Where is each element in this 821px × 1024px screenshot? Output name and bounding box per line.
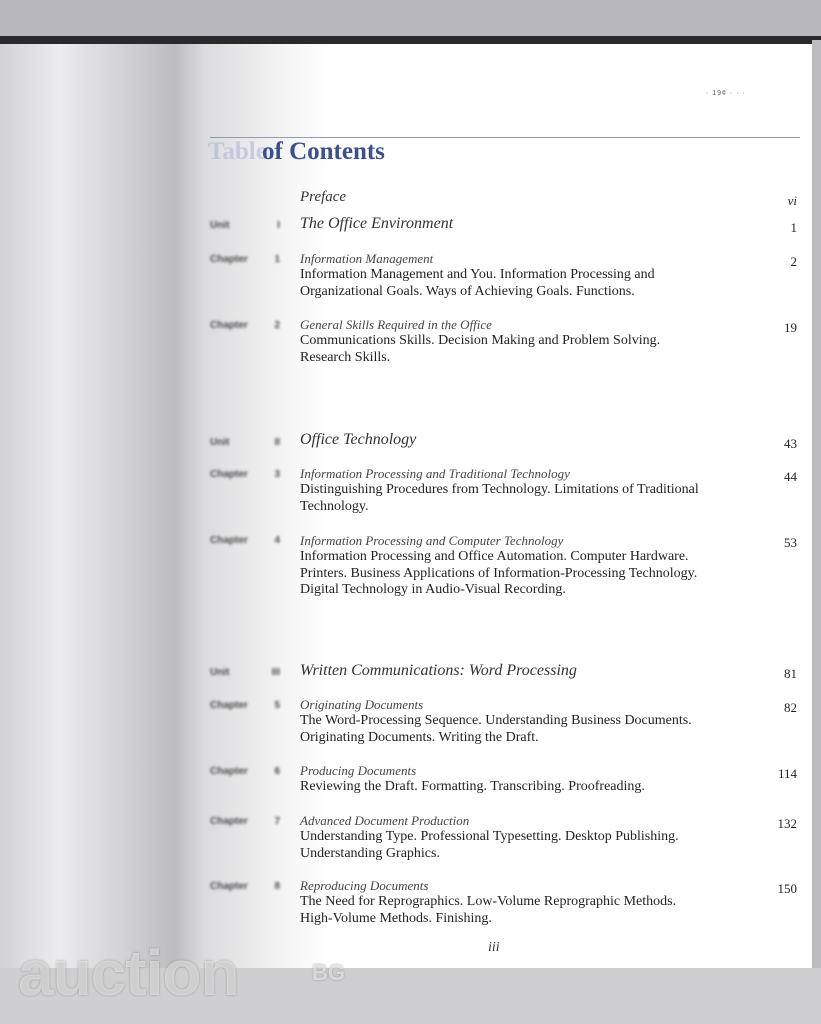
scanner-top-band	[0, 0, 821, 40]
chapter-page: 19	[784, 320, 797, 335]
chapter-label-7: Chapter 7	[210, 816, 280, 827]
unit-label-2: Unit II	[210, 437, 280, 448]
chapter-title: Information Management	[300, 251, 434, 266]
toc-chapter-5	[300, 696, 740, 746]
chapter-topics-line: Distinguishing Procedures from Technology. Limitations of Traditional	[300, 482, 699, 497]
unit-title: Written Communications: Word Processing	[300, 662, 577, 679]
chapter-page: 114	[777, 766, 797, 781]
unit-label-1: Unit I	[210, 220, 280, 231]
chapter-topics-line: Organizational Goals. Ways of Achieving Goals. Functions.	[300, 283, 635, 299]
chapter-topics-line: Digital Technology in Audio-Visual Recording.	[300, 582, 566, 597]
chapter-topics-line: Originating Documents. Writing the Draft.	[300, 729, 539, 745]
chapter-title: Reproducing Documents	[300, 878, 429, 893]
chapter-page: 132	[777, 816, 797, 831]
unit-page: 43	[784, 436, 797, 451]
chapter-topics-line: Printers. Business Applications of Information-Processing Technology.	[300, 565, 698, 581]
preface-title: Preface	[300, 189, 347, 205]
chapter-title: Information Processing and Computer Technology	[300, 533, 564, 548]
chapter-page: 82	[784, 700, 797, 715]
chapter-title: General Skills Required in the Office	[300, 317, 492, 332]
chapter-title: Advanced Document Production	[300, 813, 470, 828]
chapter-topics-line: The Word-Processing Sequence. Understanding Business Documents.	[300, 713, 692, 728]
toc-chapter-2	[300, 316, 740, 366]
chapter-topics-line: Understanding Type. Professional Typesetting. Desktop Publishing.	[300, 829, 679, 844]
chapter-topics-line: Understanding Graphics.	[300, 845, 440, 861]
chapter-topics-line: Reviewing the Draft. Formatting. Transcribing. Proofreading.	[300, 779, 645, 794]
toc-unit-1	[300, 214, 740, 234]
corner-mark: · 19¢ · · ·	[706, 90, 746, 97]
chapter-label-4: Chapter 4	[210, 535, 280, 546]
chapter-label-2: Chapter 2	[210, 320, 280, 331]
toc-preface	[300, 187, 740, 207]
watermark-logo-suffix: BG	[312, 960, 345, 985]
toc-chapter-1	[300, 250, 740, 300]
unit-title: The Office Environment	[300, 215, 454, 232]
unit-label-3: Unit III	[210, 667, 280, 678]
toc-chapter-6	[300, 762, 740, 796]
chapter-title: Information Processing and Traditional Technology	[300, 466, 570, 481]
toc-chapter-4	[300, 532, 740, 599]
watermark-logo: auction	[18, 937, 239, 1009]
page-title: of Contents	[262, 138, 385, 165]
chapter-topics-line: Information Processing and Office Automation. Computer Hardware.	[300, 549, 689, 564]
chapter-title: Producing Documents	[300, 763, 417, 778]
chapter-label-3: Chapter 3	[210, 469, 280, 480]
chapter-topics-line: Research Skills.	[300, 349, 391, 365]
chapter-title: Originating Documents	[300, 697, 424, 712]
chapter-topics-line: High-Volume Methods. Finishing.	[300, 910, 492, 926]
chapter-topics-line: Information Management and You. Information Processing and	[300, 267, 655, 282]
chapter-label-5: Chapter 5	[210, 700, 280, 711]
toc-chapter-3	[300, 465, 740, 515]
chapter-label-8: Chapter 8	[210, 881, 280, 892]
unit-title: Office Technology	[300, 431, 417, 448]
toc-unit-2	[300, 430, 740, 450]
chapter-page: 2	[790, 254, 797, 269]
preface-page: vi	[787, 193, 797, 208]
toc-chapter-7	[300, 812, 740, 862]
chapter-page: 53	[784, 535, 797, 550]
chapter-page: 44	[784, 469, 797, 484]
chapter-label-6: Chapter 6	[210, 766, 280, 777]
chapter-topics-line: Communications Skills. Decision Making and Problem Solving.	[300, 333, 661, 348]
chapter-topics-line: The Need for Reprographics. Low-Volume Reprographic Methods.	[300, 894, 677, 909]
toc-chapter-8	[300, 877, 740, 927]
chapter-topics-line: Technology.	[300, 498, 369, 514]
unit-page: 81	[784, 666, 797, 681]
unit-page: 1	[790, 220, 797, 235]
page-right-edge	[812, 40, 821, 970]
chapter-page: 150	[777, 881, 797, 896]
chapter-label-1: Chapter 1	[210, 254, 280, 265]
page-folio: iii	[488, 940, 500, 955]
toc-unit-3	[300, 661, 740, 681]
title-faded-word: Table	[208, 138, 267, 165]
